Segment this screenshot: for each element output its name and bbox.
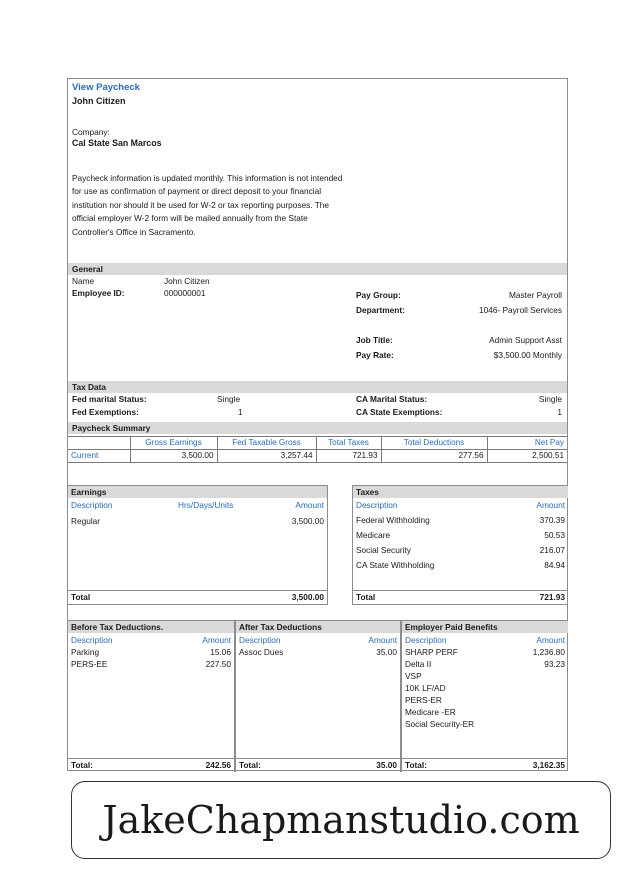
benefits-row-desc: Medicare -ER	[405, 707, 456, 717]
taxes-row-desc: Social Security	[356, 545, 411, 555]
ca-marital-label: CA Marital Status:	[356, 394, 428, 404]
earnings-total-label: Total	[71, 592, 91, 602]
benefits-row-desc: Social Security-ER	[405, 719, 475, 729]
taxes-row-desc: Medicare	[356, 530, 391, 540]
before-tax-row-desc: PERS-EE	[71, 659, 108, 669]
after-tax-panel	[235, 620, 401, 772]
pay-rate-label: Pay Rate:	[356, 350, 394, 360]
benefits-row	[405, 719, 565, 730]
pay-group-value: Master Payroll	[508, 290, 562, 300]
taxes-row-amount: 84.94	[544, 560, 565, 570]
summary-cell: 2,500.51	[487, 450, 567, 463]
ca-exemptions-value: 1	[557, 407, 562, 417]
before-tax-header: Before Tax Deductions.	[68, 621, 234, 633]
paycheck-summary-table	[68, 436, 567, 463]
earnings-total-row	[68, 590, 327, 604]
taxes-row	[356, 560, 565, 571]
earnings-column-row	[71, 500, 324, 511]
disclaimer-line: Controller's Office in Sacramento.	[72, 226, 196, 237]
taxes-total-value: 721.93	[539, 592, 565, 602]
earnings-total-value: 3,500.00	[291, 592, 324, 602]
benefits-col-amount: Amount	[536, 635, 565, 645]
benefits-col-desc: Description	[405, 635, 447, 645]
benefits-row	[405, 695, 565, 706]
benefits-row-desc: Delta II	[405, 659, 432, 669]
benefits-row	[405, 683, 565, 694]
after-tax-column-row	[239, 635, 397, 646]
job-title-label: Job Title:	[356, 335, 393, 345]
fed-exemptions-value: 1	[238, 407, 243, 417]
benefits-total-value: 3,162.35	[532, 760, 565, 770]
earnings-col-hrs: Hrs/Days/Units	[178, 500, 234, 510]
summary-cell: 3,257.44	[217, 450, 316, 463]
after-tax-col-amount: Amount	[368, 635, 397, 645]
summary-col-header: Fed Taxable Gross	[217, 437, 316, 450]
before-tax-row	[71, 647, 231, 658]
before-tax-row-amount: 15.06	[210, 647, 231, 657]
after-tax-col-desc: Description	[239, 635, 281, 645]
watermark-text: JakeChapmanstudio.com	[102, 798, 580, 842]
summary-current-row	[68, 450, 567, 463]
taxes-column-row	[356, 500, 565, 511]
benefits-row	[405, 647, 565, 658]
watermark-banner	[71, 781, 611, 859]
earnings-col-desc: Description	[71, 500, 113, 510]
benefits-total-label: Total:	[405, 760, 427, 770]
earnings-row-desc: Regular	[71, 516, 101, 526]
benefits-row-desc: 10K LF/AD	[405, 683, 446, 693]
taxes-row	[356, 530, 565, 541]
company-block	[72, 127, 161, 150]
fed-exemptions-label: Fed Exemptions:	[72, 407, 139, 417]
summary-header-row	[68, 437, 567, 450]
earnings-panel	[68, 485, 328, 605]
before-tax-row	[71, 659, 231, 670]
before-tax-column-row	[71, 635, 231, 646]
taxes-header: Taxes	[353, 486, 568, 498]
taxes-row	[356, 545, 565, 556]
paycheck-summary-header: Paycheck Summary	[68, 422, 567, 434]
employer-benefits-panel	[401, 620, 568, 772]
benefits-row-amount: 1,236.80	[532, 647, 565, 657]
fed-marital-value: Single	[217, 394, 241, 404]
employer-benefits-header: Employer Paid Benefits	[402, 621, 568, 633]
after-tax-header: After Tax Deductions	[236, 621, 400, 633]
taxes-row-amount: 50.53	[544, 530, 565, 540]
before-tax-col-amount: Amount	[202, 635, 231, 645]
taxes-panel	[352, 485, 568, 605]
taxes-total-row	[353, 590, 568, 604]
taxes-row-desc: CA State Withholding	[356, 560, 435, 570]
after-tax-total-row	[236, 758, 400, 772]
paycheck-document	[67, 78, 568, 771]
before-tax-panel	[68, 620, 235, 772]
disclaimer-line: for use as confirmation of payment or direct deposit to your financial	[72, 186, 322, 197]
before-tax-col-desc: Description	[71, 635, 113, 645]
after-tax-row-desc: Assoc Dues	[239, 647, 284, 657]
benefits-row-amount: 93.23	[544, 659, 565, 669]
disclaimer-line: institution nor should it be used for W-2 or tax reporting purposes. The	[72, 199, 330, 210]
before-tax-total-row	[68, 758, 234, 772]
department-label: Department:	[356, 305, 405, 315]
summary-cell: 277.56	[381, 450, 487, 463]
general-section-header: General	[68, 263, 567, 275]
taxes-col-desc: Description	[356, 500, 398, 510]
taxes-col-amount: Amount	[536, 500, 565, 510]
benefits-row-desc: VSP	[405, 671, 422, 681]
summary-row-label: Current	[68, 450, 130, 463]
employee-id-label: Employee ID:	[72, 288, 125, 298]
taxes-total-label: Total	[356, 592, 376, 602]
employee-id-value: 000000001	[164, 288, 206, 298]
ca-exemptions-label: CA State Exemptions:	[356, 407, 443, 417]
fed-marital-label: Fed marital Status:	[72, 394, 147, 404]
department-value: 1046- Payroll Services	[478, 305, 562, 315]
before-tax-row-desc: Parking	[71, 647, 100, 657]
earnings-header: Earnings	[68, 486, 327, 498]
pay-rate-value: $3,500.00 Monthly	[493, 350, 562, 360]
benefits-total-row	[402, 758, 568, 772]
earnings-row	[71, 516, 324, 527]
benefits-row	[405, 707, 565, 718]
benefits-row	[405, 671, 565, 682]
taxes-row-amount: 216.07	[539, 545, 565, 555]
company-name: Cal State San Marcos	[72, 138, 162, 149]
name-label: Name	[72, 276, 95, 286]
before-tax-total-value: 242.56	[205, 760, 231, 770]
after-tax-row	[239, 647, 397, 658]
summary-corner-cell	[68, 437, 130, 450]
summary-col-header: Gross Earnings	[130, 437, 217, 450]
benefits-row-desc: PERS-ER	[405, 695, 442, 705]
tax-data-section-header: Tax Data	[68, 381, 567, 393]
pay-group-label: Pay Group:	[356, 290, 401, 300]
taxes-row	[356, 515, 565, 526]
document-header	[72, 82, 140, 107]
summary-col-header: Total Taxes	[316, 437, 381, 450]
ca-marital-value: Single	[538, 394, 562, 404]
job-title-value: Admin Support Asst	[489, 335, 562, 345]
benefits-column-row	[405, 635, 565, 646]
taxes-row-desc: Federal Withholding	[356, 515, 430, 525]
summary-cell: 721.93	[316, 450, 381, 463]
after-tax-row-amount: 35.00	[376, 647, 397, 657]
disclaimer-text	[72, 172, 442, 239]
disclaimer-line: Paycheck information is updated monthly. This information is not intended	[72, 173, 343, 183]
name-value: John Citizen	[164, 276, 210, 286]
after-tax-total-label: Total:	[239, 760, 261, 770]
before-tax-total-label: Total:	[71, 760, 93, 770]
taxes-row-amount: 370.39	[539, 515, 565, 525]
earnings-col-amount: Amount	[295, 500, 324, 510]
page-title: View Paycheck	[72, 82, 140, 93]
before-tax-row-amount: 227.50	[205, 659, 231, 669]
summary-col-header: Net Pay	[487, 437, 567, 450]
after-tax-total-value: 35.00	[376, 760, 397, 770]
benefits-row	[405, 659, 565, 670]
benefits-row-desc: SHARP PERF	[405, 647, 458, 657]
summary-col-header: Total Deductions	[381, 437, 487, 450]
disclaimer-line: official employer W-2 form will be mailed annually from the State	[72, 213, 308, 224]
earnings-row-amount: 3,500.00	[291, 516, 324, 526]
company-label: Company:	[72, 127, 110, 137]
summary-cell: 3,500.00	[130, 450, 217, 463]
employee-name-heading: John Citizen	[72, 95, 126, 106]
